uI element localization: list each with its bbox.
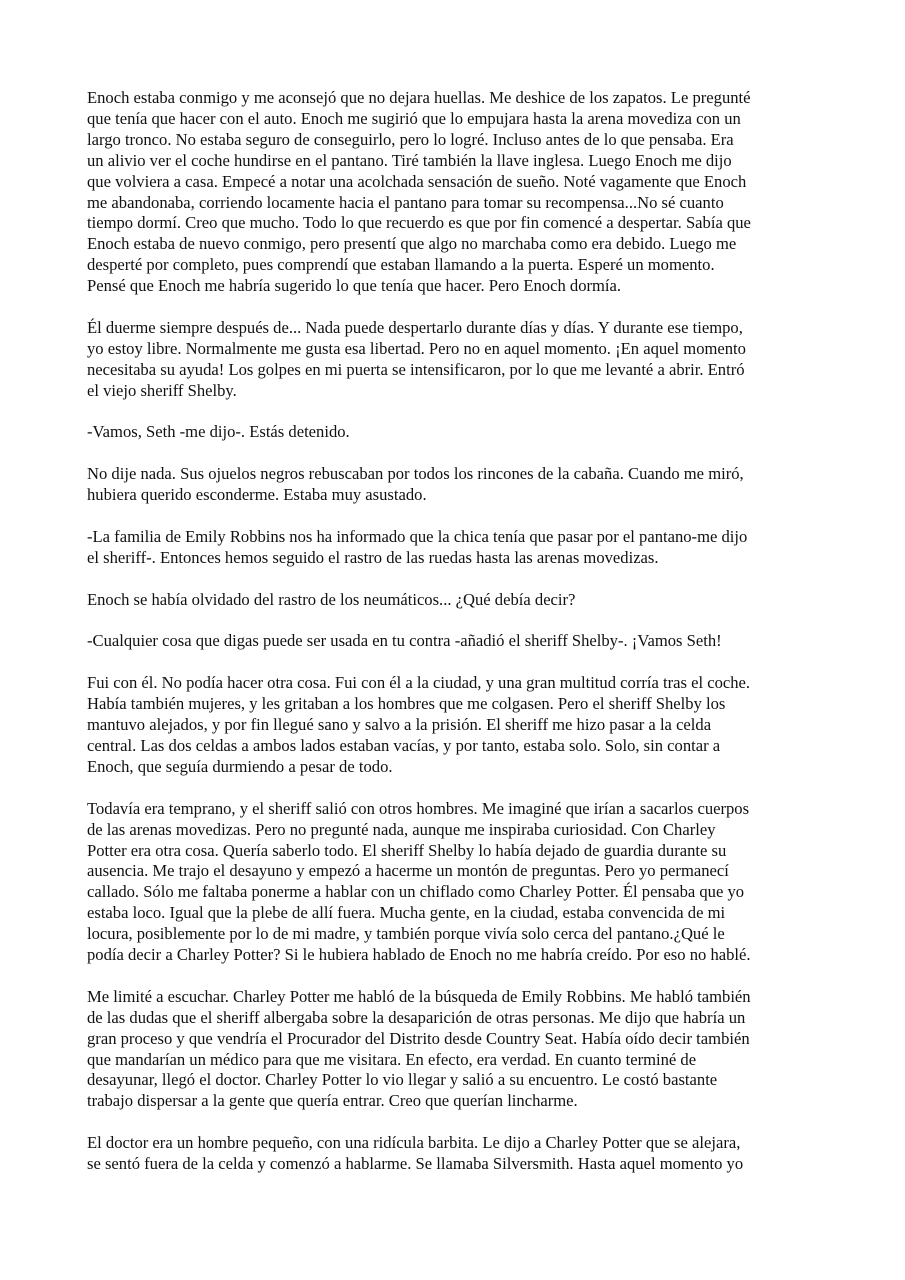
text-line: Enoch se había olvidado del rastro de los neumáticos... ¿Qué debía decir? [87,589,576,609]
paragraph [87,88,827,297]
text-line: No dije nada. Sus ojuelos negros rebuscaban por todos los rincones de la cabaña. Cuando me miró, [87,464,744,484]
text-line: podía decir a Charley Potter? Si le hubiera hablado de Enoch no me habría creído. Por eso no hablé. [87,945,751,965]
text-line: gran proceso y que vendría el Procurador del Distrito desde Country Seat. Había oído decir también [87,1028,750,1048]
text-line: -Cualquier cosa que digas puede ser usada en tu contra -añadió el sheriff Shelby-. ¡Vamos Seth! [87,631,722,651]
text-line: El doctor era un hombre pequeño, con una ridícula barbita. Le dijo a Charley Potter que se alejara, [87,1133,741,1153]
text-line: que tenía que hacer con el auto. Enoch me sugirió que lo empujara hasta la arena movediza con un [87,108,741,128]
text-line: Pensé que Enoch me habría sugerido lo que tenía que hacer. Pero Enoch dormía. [87,276,622,296]
text-line: Fui con él. No podía hacer otra cosa. Fui con él a la ciudad, y una gran multitud corría tras el coche. [87,673,751,693]
text-line: trabajo dispersar a la gente que quería entrar. Creo que querían lincharme. [87,1091,578,1111]
text-line: me abandonaba, corriendo locamente hacia el pantano para tomar su recompensa...No sé cuanto [87,192,724,212]
paragraph [87,318,827,402]
paragraph [87,527,827,569]
text-line: estaba loco. Igual que la plebe de allí fuera. Mucha gente, en la ciudad, estaba convencida de mi [87,903,726,923]
paragraph [87,464,827,506]
paragraph [87,1133,827,1175]
text-line: el sheriff-. Entonces hemos seguido el rastro de las ruedas hasta las arenas movedizas. [87,547,659,567]
text-line: Había también mujeres, y les gritaban a los hombres que me colgasen. Pero el sheriff Shelby los [87,694,726,714]
paragraph [87,673,827,778]
text-line: Enoch, que seguía durmiendo a pesar de todo. [87,756,393,776]
text-line: Todavía era temprano, y el sheriff salió con otros hombres. Me imaginé que irían a sacarlos cuerpos [87,798,750,818]
text-line: necesitaba su ayuda! Los golpes en mi puerta se intensificaron, por lo que me levanté a abrir. Entró [87,359,745,379]
text-line: central. Las dos celdas a ambos lados estaban vacías, y por tanto, estaba solo. Solo, sin contar a [87,735,721,755]
paragraph [87,590,827,611]
text-line: tiempo dormí. Creo que mucho. Todo lo que recuerdo es que por fin comencé a despertar. Sabía que [87,213,751,233]
text-line: yo estoy libre. Normalmente me gusta esa libertad. Pero no en aquel momento. ¡En aquel momento [87,338,746,358]
text-line: de las arenas movedizas. Pero no pregunté nada, aunque me inspiraba curiosidad. Con Charley [87,819,716,839]
text-line: un alivio ver el coche hundirse en el pantano. Tiré también la llave inglesa. Luego Enoch me dijo [87,150,732,170]
text-line: -Vamos, Seth -me dijo-. Estás detenido. [87,422,350,442]
text-line: de las dudas que el sheriff albergaba sobre la desaparición de otras personas. Me dijo que habría un [87,1007,746,1027]
paragraph [87,987,827,1112]
text-line: el viejo sheriff Shelby. [87,380,237,400]
text-line: se sentó fuera de la celda y comenzó a hablarme. Se llamaba Silversmith. Hasta aquel momento yo [87,1154,744,1174]
text-line: Me limité a escuchar. Charley Potter me habló de la búsqueda de Emily Robbins. Me habló también [87,986,751,1006]
text-line: locura, posiblemente por lo de mi madre, y también porque vivía solo cerca del pantano.¿Qué le [87,924,725,944]
text-line: Él duerme siempre después de... Nada puede despertarlo durante días y días. Y durante ese tiempo, [87,317,743,337]
text-line: mantuvo alejados, y por fin llegué sano y salvo a la prisión. El sheriff me hizo pasar a la celda [87,715,712,735]
paragraph [87,422,827,443]
text-line: largo tronco. No estaba seguro de conseguirlo, pero lo logré. Incluso antes de lo que pensaba. Era [87,129,734,149]
text-line: desayunar, llegó el doctor. Charley Potter lo vio llegar y salió a su encuentro. Le costó bastante [87,1070,718,1090]
text-line: Enoch estaba de nuevo conmigo, pero presentí que algo no marchaba como era debido. Luego me [87,234,737,254]
text-line: que mandarían un médico para que me visitara. En efecto, era verdad. En cuanto terminé de [87,1049,697,1069]
text-line: Potter era otra cosa. Quería saberlo todo. El sheriff Shelby lo había dejado de guardia durante su [87,840,727,860]
text-line: callado. Sólo me faltaba ponerme a hablar con un chiflado como Charley Potter. Él pensaba que yo [87,882,745,902]
paragraph [87,631,827,652]
document-page [87,88,827,1196]
text-line: ausencia. Me trajo el desayuno y empezó a hacerme un montón de preguntas. Pero yo permanecí [87,861,729,881]
text-line: -La familia de Emily Robbins nos ha informado que la chica tenía que pasar por el pantano-me dijo [87,526,748,546]
text-line: que volviera a casa. Empecé a notar una acolchada sensación de sueño. Noté vagamente que Enoch [87,171,747,191]
paragraph [87,799,827,966]
text-line: hubiera querido esconderme. Estaba muy asustado. [87,485,427,505]
text-line: Enoch estaba conmigo y me aconsejó que no dejara huellas. Me deshice de los zapatos. Le pregunté [87,88,751,107]
text-line: desperté por completo, pues comprendí que estaban llamando a la puerta. Esperé un momento. [87,255,715,275]
